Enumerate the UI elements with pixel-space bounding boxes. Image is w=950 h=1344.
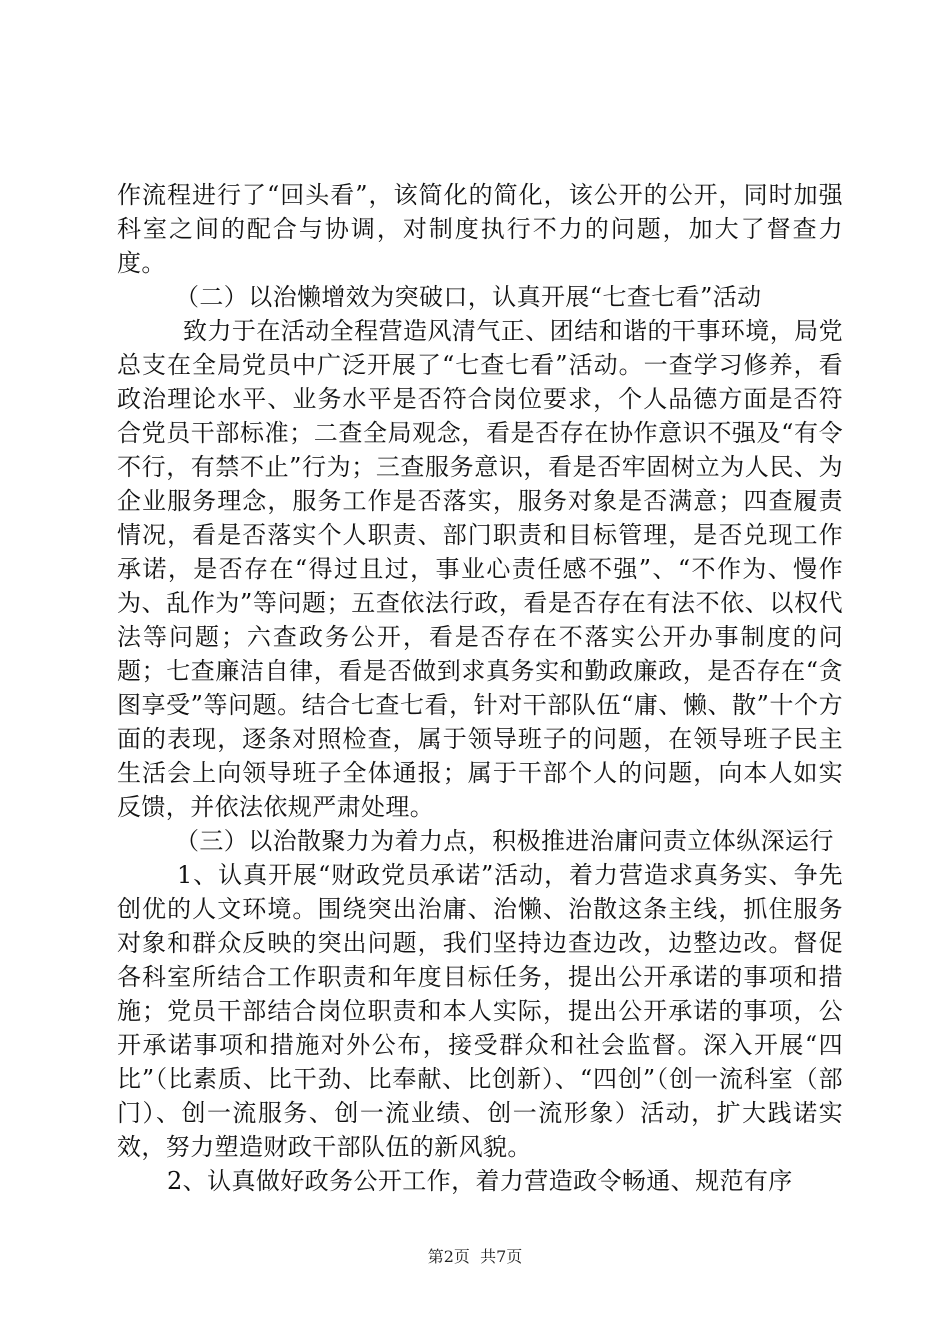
paragraph-seven-checks: 致力于在活动全程营造风清气正、团结和谐的干事环境，局党总支在全局党员中广泛开展了“七查七看”活动。一查学习修养，看政治理论水平、业务水平是否符合岗位要求，个人品德方面是否符合党员干部标准；二查全局观念，看是否存在协作意识不强及“有令不行，有禁不止”行为；三查服务意识，看是否牢固树立为人民、为企业服务理念，服务工作是否落实，服务对象是否满意；四查履责情况，看是否落实个人职责、部门职责和目标管理，是否兑现工作承诺，是否存在“得过且过，事业心责任感不强”、“不作为、慢作为、乱作为”等问题；五查依法行政，看是否存在有法不依、以权代法等问题；六查政务公开，看是否存在不落实公开办事制度的问题；七查廉洁自律，看是否做到求真务实和勤政廉政，是否存在“贪图享受”等问题。结合七查七看，针对干部队伍“庸、懒、散”十个方面的表现，逐条对照检查，属于领导班子的问题，在领导班子民主生活会上向领导班子全体通报；属于干部个人的问题，向本人如实反馈，并依法依规严肃处理。: [117, 317, 843, 821]
page-footer: [0, 1247, 950, 1267]
page-number: 第2页 共7页: [427, 1247, 523, 1266]
paragraph-item-one: 1、认真开展“财政党员承诺”活动，着力营造求真务实、争先创优的人文环境。围绕突出治庸、治懒、治散这条主线，抓住服务对象和群众反映的突出问题，我们坚持边查边改，边整边改。督促各科室所结合工作职责和年度目标任务，提出公开承诺的事项和措施；党员干部结合岗位职责和本人实际，提出公开承诺的事项，公开承诺事项和措施对外公布，接受群众和社会监督。深入开展“四比”（比素质、比干劲、比奉献、比创新）、“四创”（创一流科室（部门）、创一流服务、创一流业绩、创一流形象）活动，扩大践诺实效，努力塑造财政干部队伍的新风貌。: [117, 861, 843, 1161]
section-heading-three: （三）以治散聚力为着力点，积极推进治庸问责立体纵深运行: [175, 827, 834, 855]
document-body: [117, 178, 843, 1198]
paragraph-item-two: 2、认真做好政务公开工作，着力营造政令畅通、规范有序: [167, 1167, 793, 1195]
section-heading-two: （二）以治懒增效为突破口，认真开展“七查七看”活动: [175, 283, 762, 311]
paragraph-continuation: 作流程进行了“回头看”，该简化的简化，该公开的公开，同时加强科室之间的配合与协调，对制度执行不力的问题，加大了督查力度。: [117, 181, 843, 277]
